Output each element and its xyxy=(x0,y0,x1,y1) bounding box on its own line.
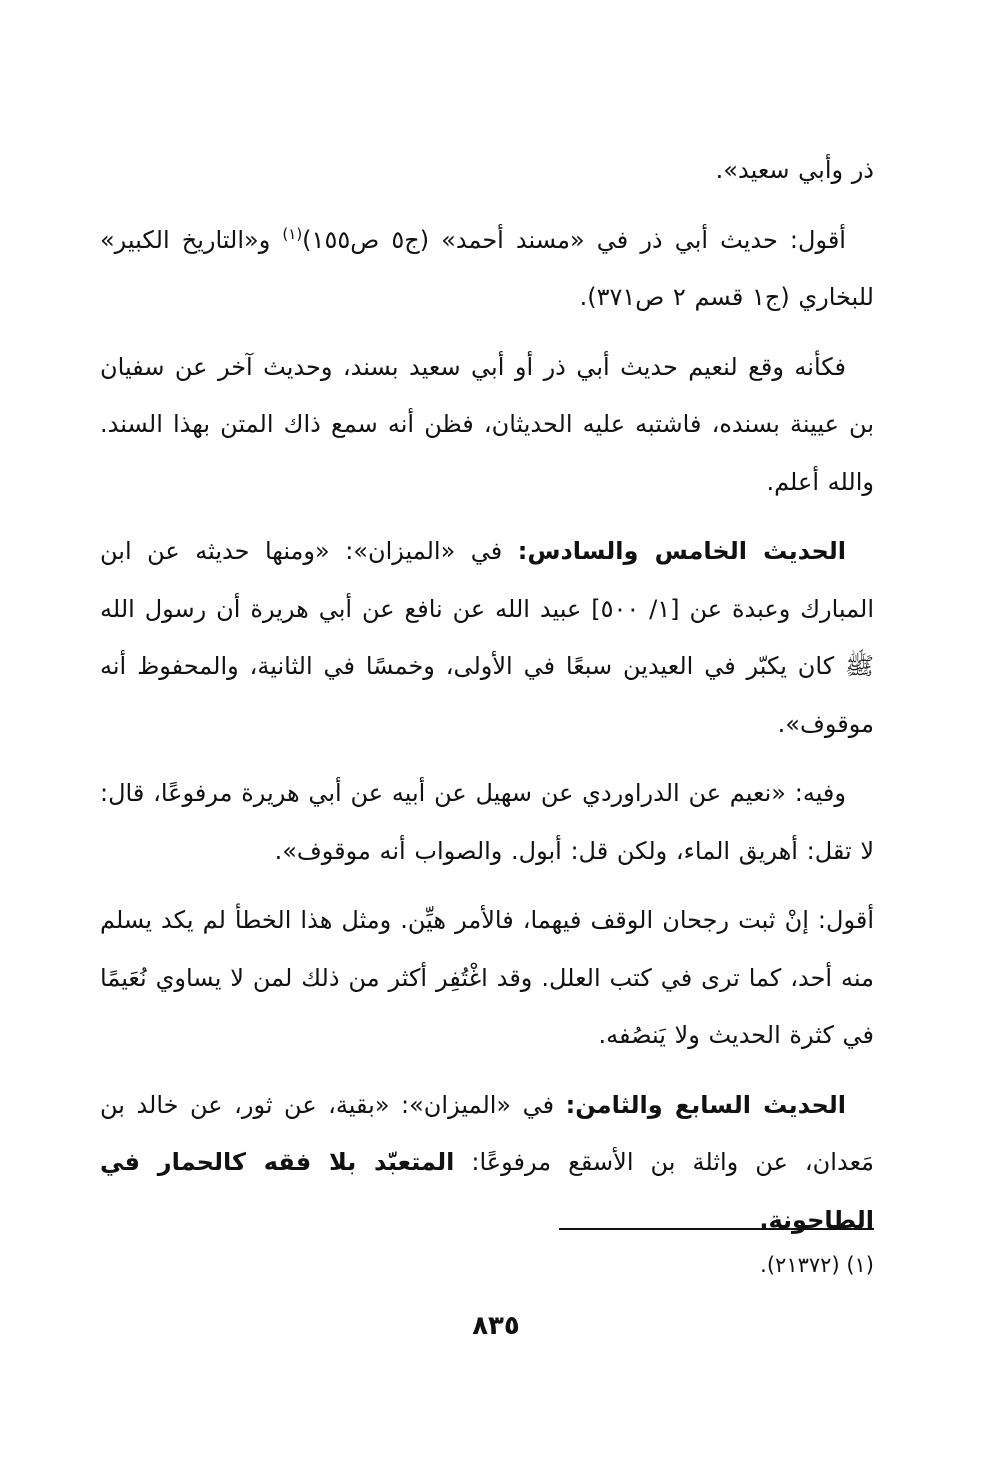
footnote-reference[interactable]: (١) xyxy=(282,224,303,243)
paragraph-6 xyxy=(100,892,874,1065)
paragraph-7-text: في «الميزان»: «بقية، عن ثور، عن خالد بن مَعدان، عن واثلة بن الأسقع مرفوعًا: xyxy=(100,1090,874,1176)
paragraph-6-text: أقول: إنْ ثبت رجحان الوقف فيهما، فالأمر هيِّن. ومثل هذا الخطأ لم يكد يسلم منه أحد، كما ترى في كتب العلل. وقد اغْتُفِر أكثر من ذلك لمن لا يساوي نُعَيمًا في كثرة الحديث ولا يَنصُفه. xyxy=(100,906,874,1049)
paragraph-7 xyxy=(100,1077,874,1250)
paragraph-3-text: فكأنه وقع لنعيم حديث أبي ذر أو أبي سعيد بسند، وحديث آخر عن سفيان بن عيينة بسنده، فاشتبه عليه الحديثان، فظن أنه سمع ذاك المتن بهذا السند. والله أعلم. xyxy=(100,352,874,496)
paragraph-2-text: أقول: حديث أبي ذر في «مسند أحمد» (ج٥ ص١٥٥) xyxy=(302,225,846,254)
paragraph-2-rest: و«التاريخ الكبير» للبخاري (ج١ قسم ٢ ص٣٧١). xyxy=(100,225,874,311)
section-heading-5-6: الحديث الخامس والسادس: xyxy=(517,537,846,565)
page-number: ٨٣٥ xyxy=(472,1311,520,1341)
section-heading-7-8: الحديث السابع والثامن: xyxy=(565,1090,846,1119)
paragraph-1 xyxy=(100,142,874,200)
paragraph-4-text: في «الميزان»: «ومنها حديثه عن ابن المبارك وعبدة عن [١/ ٥٠٠] عبيد الله عن نافع عن أبي هريرة أن رسول الله ﷺ كان يكبّر في العيدين سبعًا في الأولى، وخمسًا في الثانية، والمحفوظ أنه موقوف». xyxy=(100,537,875,738)
page-body xyxy=(100,142,874,1261)
footnote-divider xyxy=(559,1228,874,1230)
paragraph-3 xyxy=(100,339,874,512)
paragraph-4 xyxy=(100,523,874,753)
paragraph-2 xyxy=(100,212,874,327)
footnote xyxy=(760,1248,874,1282)
paragraph-5-text: وفيه: «نعيم عن الدراوردي عن سهيل عن أبيه عن أبي هريرة مرفوعًا، قال: لا تقل: أهريق الماء، ولكن قل: أبول. والصواب أنه موقوف». xyxy=(100,779,874,865)
footnote-text: (١) (٢١٣٧٢). xyxy=(760,1253,874,1277)
paragraph-1-text: ذر وأبي سعيد». xyxy=(715,156,874,184)
paragraph-5 xyxy=(100,765,874,880)
paragraph-7-quote: المتعبّد بلا فقه كالحمار في الطاحونة. xyxy=(100,1148,874,1234)
